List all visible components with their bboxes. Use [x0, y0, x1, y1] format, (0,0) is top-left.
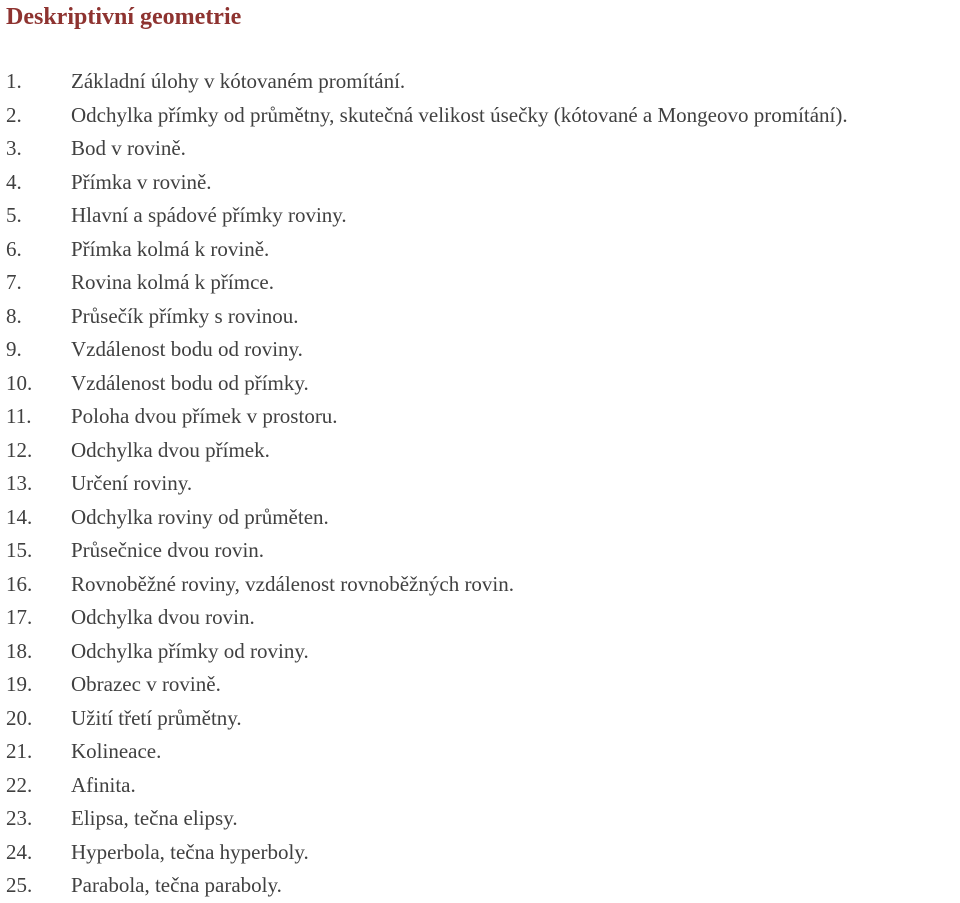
item-number: 11. — [6, 404, 32, 428]
item-number: 7. — [6, 270, 22, 294]
item-number: 6. — [6, 236, 22, 261]
item-number: 25. — [6, 873, 33, 897]
item-number: 15. — [6, 538, 33, 562]
item-text: Přímka v rovině. — [71, 169, 212, 194]
item-number: 24. — [6, 839, 33, 864]
item-text: Odchylka dvou rovin. — [71, 605, 255, 629]
item-text: Parabola, tečna paraboly. — [71, 873, 282, 897]
item-text: Hyperbola, tečna hyperboly. — [71, 839, 309, 864]
item-number: 14. — [6, 504, 33, 529]
item-number: 8. — [6, 303, 22, 328]
item-text: Průsečík přímky s rovinou. — [71, 303, 299, 328]
page-title: Deskriptivní geometrie — [6, 4, 242, 30]
item-number: 3. — [6, 136, 22, 160]
item-number: 1. — [6, 69, 22, 93]
item-text: Odchylka roviny od průměten. — [71, 504, 329, 529]
item-number: 20. — [6, 705, 33, 730]
item-text: Kolineace. — [71, 739, 162, 763]
item-text: Obrazec v rovině. — [71, 672, 221, 696]
item-number: 17. — [6, 605, 33, 629]
item-text: Přímka kolmá k rovině. — [71, 236, 270, 261]
item-number: 19. — [6, 672, 33, 696]
item-number: 18. — [6, 638, 33, 663]
item-text: Odchylka přímky od roviny. — [71, 638, 309, 663]
item-text: Poloha dvou přímek v prostoru. — [71, 404, 338, 428]
item-number: 12. — [6, 437, 33, 462]
item-number: 13. — [6, 471, 33, 495]
item-number: 10. — [6, 370, 33, 395]
item-text: Vzdálenost bodu od přímky. — [71, 370, 309, 395]
item-number: 2. — [6, 102, 22, 127]
item-number: 23. — [6, 806, 33, 830]
item-number: 5. — [6, 203, 22, 227]
item-text: Základní úlohy v kótovaném promítání. — [71, 69, 406, 93]
item-text: Afinita. — [71, 772, 136, 797]
item-number: 4. — [6, 169, 22, 194]
item-number: 9. — [6, 337, 22, 361]
item-text: Odchylka dvou přímek. — [71, 437, 270, 462]
item-text: Určení roviny. — [71, 471, 193, 495]
item-text: Užití třetí průmětny. — [71, 705, 242, 730]
item-number: 16. — [6, 571, 33, 596]
item-text: Elipsa, tečna elipsy. — [71, 806, 238, 830]
item-text: Bod v rovině. — [71, 136, 186, 160]
item-text: Rovina kolmá k přímce. — [71, 270, 274, 294]
item-text: Průsečnice dvou rovin. — [71, 538, 265, 562]
item-text: Vzdálenost bodu od roviny. — [71, 337, 303, 361]
item-text: Rovnoběžné roviny, vzdálenost rovnoběžných rovin. — [71, 571, 515, 596]
item-number: 22. — [6, 772, 33, 797]
item-text: Hlavní a spádové přímky roviny. — [71, 203, 347, 227]
item-number: 21. — [6, 739, 33, 763]
item-text: Odchylka přímky od průmětny, skutečná velikost úsečky (kótované a Mongeovo promítání). — [71, 102, 848, 127]
